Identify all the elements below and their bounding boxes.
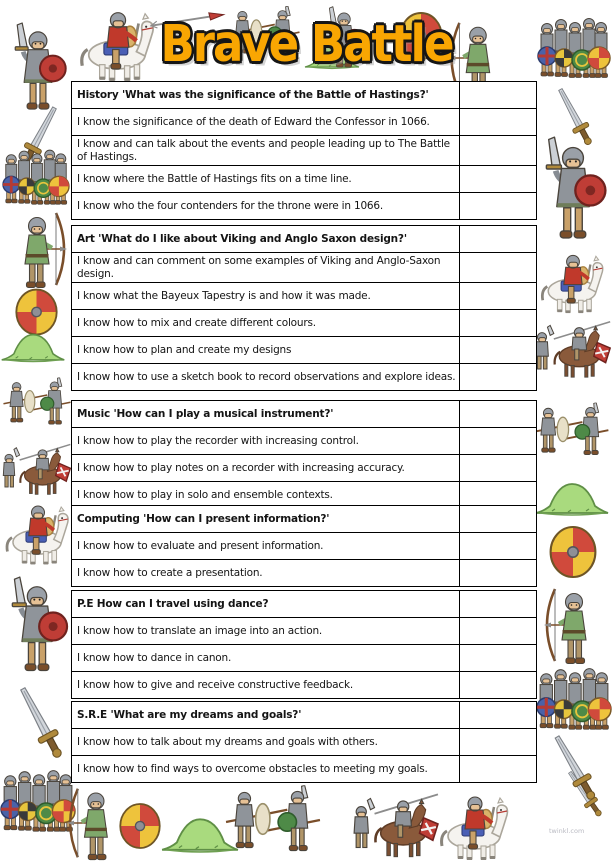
statement-cell: I know how to talk about my dreams and goals with others. (72, 729, 460, 756)
statement-row (72, 109, 537, 136)
check-cell (460, 337, 537, 364)
table-header-row (72, 591, 537, 618)
statement-cell: I know what the Bayeux Tapestry is and how it was made. (72, 283, 460, 310)
statement-cell: I know how to translate an image into an action. (72, 618, 460, 645)
check-cell (460, 560, 537, 587)
check-cell (460, 226, 537, 253)
table-header-cell: P.E How can I travel using dance? (72, 591, 460, 618)
check-cell (460, 136, 537, 166)
green-hill-image (0, 328, 66, 364)
statement-row (72, 729, 537, 756)
statement-row (72, 455, 537, 482)
round-shield-image (118, 796, 162, 856)
statement-cell: I know and can comment on some examples of Viking and Anglo-Saxon design. (72, 253, 460, 283)
spear-fighters-image (532, 400, 610, 462)
table-header-row (72, 226, 537, 253)
check-cell (460, 756, 537, 783)
statement-row (72, 645, 537, 672)
mounted-knight-attack-image (350, 790, 440, 860)
table-header-cell: Music 'How can I play a musical instrument?' (72, 401, 460, 428)
subject-table (71, 400, 537, 509)
shield-wall-soldiers-image (2, 146, 70, 212)
statement-row (72, 253, 537, 283)
statement-row (72, 337, 537, 364)
statement-row (72, 560, 537, 587)
statement-row (72, 283, 537, 310)
table-header-cell: Art 'What do I like about Viking and Anglo Saxon design?' (72, 226, 460, 253)
statement-row (72, 533, 537, 560)
statement-row (72, 756, 537, 783)
spear-fighters-image (224, 784, 322, 858)
horseback-rider-image (0, 496, 76, 568)
statement-cell: I know how to dance in canon. (72, 645, 460, 672)
statement-cell: I know how to create a presentation. (72, 560, 460, 587)
viking-warrior-image (4, 576, 70, 678)
statement-row (72, 166, 537, 193)
subject-table (71, 590, 537, 699)
check-cell (460, 533, 537, 560)
green-hill-image (534, 476, 610, 518)
table-header-cell: History 'What was the significance of the Battle of Hastings?' (72, 82, 460, 109)
mounted-knight-attack-image (0, 438, 72, 500)
archer-image (66, 784, 122, 862)
statement-cell: I know how to play notes on a recorder with increasing accuracy. (72, 455, 460, 482)
statement-cell: I know the significance of the death of Edward the Confessor in 1066. (72, 109, 460, 136)
table-header-row (72, 82, 537, 109)
check-cell (460, 166, 537, 193)
table-header-cell: S.R.E 'What are my dreams and goals?' (72, 702, 460, 729)
statement-cell: I know how to plan and create my designs (72, 337, 460, 364)
check-cell (460, 364, 537, 391)
viking-warrior-image (538, 136, 608, 246)
horseback-rider-image (434, 788, 516, 862)
statement-row (72, 364, 537, 391)
shield-wall-soldiers-image (536, 14, 612, 86)
statement-cell: I know how to play the recorder with increasing control. (72, 428, 460, 455)
check-cell (460, 82, 537, 109)
statement-cell: I know how to use a sketch book to record observations and explore ideas. (72, 364, 460, 391)
check-cell (460, 455, 537, 482)
check-cell (460, 193, 537, 220)
horseback-rider-image (534, 248, 612, 314)
statement-cell: I know and can talk about the events and people leading up to The Battle of Hastings. (72, 136, 460, 166)
table-header-row (72, 401, 537, 428)
spear-fighters-image (2, 374, 72, 432)
statement-cell: I know how to give and receive constructive feedback. (72, 672, 460, 699)
check-cell (460, 401, 537, 428)
statement-cell: I know how to evaluate and present information. (72, 533, 460, 560)
check-cell (460, 283, 537, 310)
watermark: twinkl.com (549, 827, 585, 835)
archer-image (540, 584, 604, 666)
round-shield-image (548, 524, 598, 580)
subject-table (71, 701, 537, 783)
statement-row (72, 310, 537, 337)
statement-row (72, 428, 537, 455)
statement-row (72, 193, 537, 220)
shield-wall-soldiers-image (0, 756, 76, 850)
check-cell (460, 506, 537, 533)
statement-cell: I know how to play in solo and ensemble contexts. (72, 482, 460, 509)
table-header-row (72, 506, 537, 533)
statement-cell: I know how to mix and create different colours. (72, 310, 460, 337)
subject-table (71, 81, 537, 220)
check-cell (460, 645, 537, 672)
archer-image (10, 208, 68, 290)
check-cell (460, 428, 537, 455)
check-cell (460, 591, 537, 618)
check-cell (460, 618, 537, 645)
table-header-cell: Computing 'How can I present information?' (72, 506, 460, 533)
mounted-knight-attack-image (532, 314, 612, 384)
statement-row (72, 672, 537, 699)
page-title: Brave Battle (160, 14, 453, 74)
check-cell (460, 253, 537, 283)
statement-cell: I know where the Battle of Hastings fits on a time line. (72, 166, 460, 193)
check-cell (460, 729, 537, 756)
statement-row (72, 136, 537, 166)
statement-row (72, 618, 537, 645)
statement-cell: I know who the four contenders for the throne were in 1066. (72, 193, 460, 220)
check-cell (460, 109, 537, 136)
check-cell (460, 702, 537, 729)
subject-table (71, 505, 537, 587)
table-header-row (72, 702, 537, 729)
statement-cell: I know how to find ways to overcome obstacles to meeting my goals. (72, 756, 460, 783)
subject-table (71, 225, 537, 391)
check-cell (460, 672, 537, 699)
check-cell (460, 310, 537, 337)
